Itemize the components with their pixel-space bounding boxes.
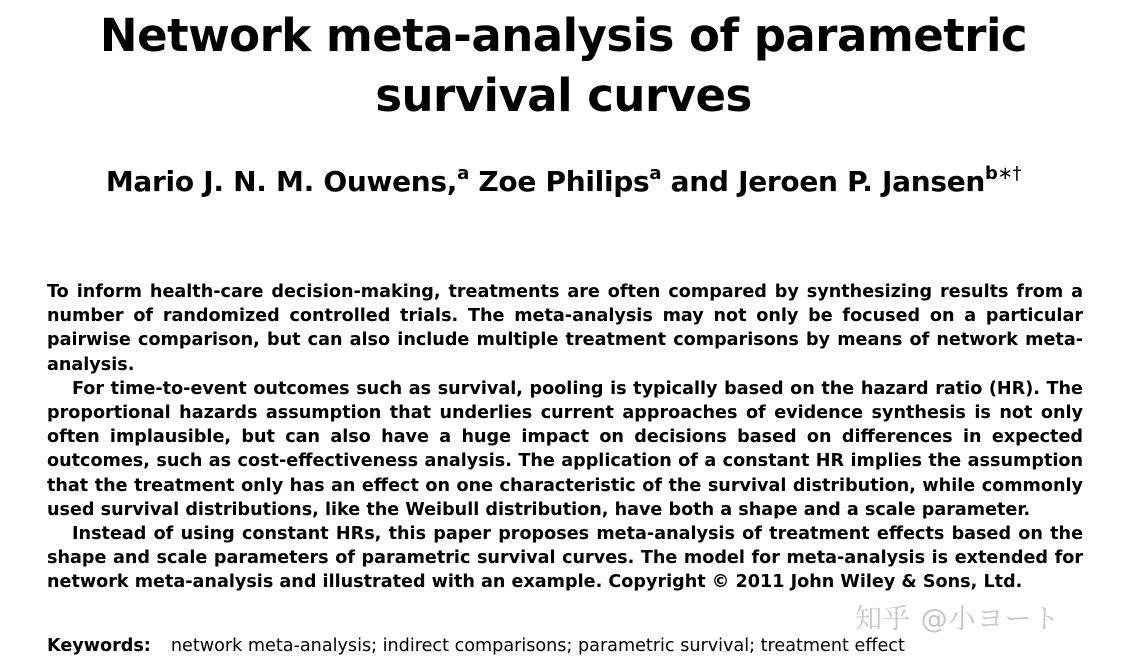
abstract [47,280,1083,595]
author-name: Jeroen P. Jansen [738,165,986,198]
author-connector: and [670,165,729,198]
watermark: 知乎 @小ヨート [855,604,1061,635]
paper-title-line-2: survival curves [375,69,752,122]
keywords [47,634,905,658]
author-name: Zoe Philips [478,165,650,198]
abstract-paragraph: Instead of using constant HRs, this paper proposes meta-analysis of treatment effects based on the shape and scale parameters of parametric survival curves. The model for meta-analysis is extended for network meta-analysis and illustrated with an example. Copyright © 2011 John Wiley & Sons, Ltd. [47,524,1083,593]
affiliation-mark: b∗† [985,163,1022,184]
affiliation-mark: a [649,163,662,184]
abstract-paragraph: For time-to-event outcomes such as survival, pooling is typically based on the hazard ratio (HR). The proportional hazards assumption that underlies current approaches of evidence synthesis is not only often implausible, but can also have a huge impact on decisions based on differences in expected outcomes, such as cost-effectiveness analysis. The application of a constant HR implies the assumption that the treatment only has an effect on one characteristic of the survival distribution, while commonly used survival distributions, like the Weibull distribution, have both a shape and a scale parameter. [47,378,1083,520]
author-list [0,162,1127,202]
author-name: Mario J. N. M. Ouwens, [105,165,458,198]
abstract-paragraph: To inform health-care decision-making, treatments are often compared by synthesizing results from a number of randomized controlled trials. The meta-analysis may not only be focused on a particular pairwise comparison, but can also include multiple treatment comparisons by means of network meta-analysis. [47,282,1083,375]
keywords-label: Keywords: [47,636,151,656]
corresponding-author-mark: ∗† [997,163,1022,184]
keywords-text: network meta-analysis; indirect comparisons; parametric survival; treatment effect [170,636,905,656]
affiliation-mark: a [457,163,469,184]
paper-title [0,6,1127,126]
paper-title-line-1: Network meta-analysis of parametric [99,9,1028,62]
